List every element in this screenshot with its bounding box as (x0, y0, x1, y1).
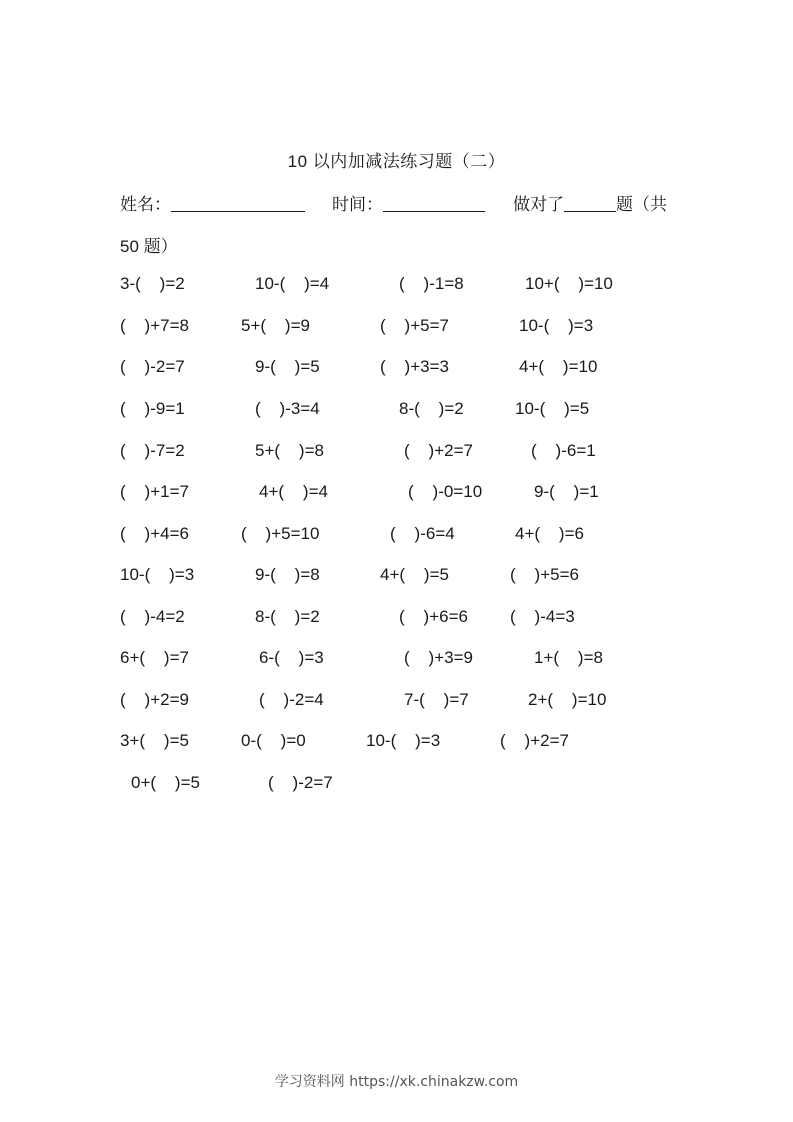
problem-row (0, 690, 793, 714)
problem-item: 10-( )=3 (366, 731, 441, 750)
problem-item: ( )-4=3 (510, 607, 575, 626)
problem-item: 7-( )=7 (404, 690, 469, 709)
problem-item: 9-( )=5 (255, 357, 320, 376)
problem-item: ( )+2=9 (120, 690, 189, 709)
problem-item: ( )+2=7 (500, 731, 569, 750)
problem-item: ( )+5=7 (380, 316, 449, 335)
problem-item: ( )-2=7 (120, 357, 185, 376)
problem-item: 9-( )=1 (534, 482, 599, 501)
problem-item: ( )-3=4 (255, 399, 320, 418)
score-field (513, 190, 667, 215)
time-label: 时间： (332, 195, 383, 214)
problem-item: 4+( )=6 (515, 524, 584, 543)
problem-item: 10-( )=5 (515, 399, 590, 418)
correct-blank[interactable] (564, 194, 616, 212)
problem-row (0, 316, 793, 340)
time-field (332, 190, 485, 215)
problem-item: 6+( )=7 (120, 648, 189, 667)
problem-item: 2+( )=10 (528, 690, 607, 709)
correct-suffix: 题（共 (616, 195, 667, 214)
problem-row (0, 648, 793, 672)
problem-item: ( )-2=4 (259, 690, 324, 709)
problem-row (0, 357, 793, 381)
problem-item: ( )-6=4 (390, 524, 455, 543)
problem-item: 5+( )=9 (241, 316, 310, 335)
problem-item: 4+( )=4 (259, 482, 328, 501)
problem-item: 5+( )=8 (255, 441, 324, 460)
problem-row (0, 274, 793, 298)
problem-item: 1+( )=8 (534, 648, 603, 667)
problem-item: ( )-2=7 (268, 773, 333, 792)
problem-row (0, 441, 793, 465)
problem-item: ( )-7=2 (120, 441, 185, 460)
problem-item: 8-( )=2 (255, 607, 320, 626)
problem-row (0, 482, 793, 506)
footer-watermark: 学习资料网 https://xk.chinakzw.com (274, 1074, 519, 1090)
problem-item: ( )+3=3 (380, 357, 449, 376)
problem-item: ( )+4=6 (120, 524, 189, 543)
problem-row (0, 731, 793, 755)
problem-row (0, 524, 793, 548)
problem-item: 3+( )=5 (120, 731, 189, 750)
problem-item: 6-( )=3 (259, 648, 324, 667)
problem-item: ( )-0=10 (408, 482, 483, 501)
problem-item: ( )-4=2 (120, 607, 185, 626)
name-label: 姓名： (120, 195, 171, 214)
problem-item: ( )+6=6 (399, 607, 468, 626)
problem-item: ( )+5=10 (241, 524, 320, 543)
problem-row (0, 565, 793, 589)
problem-item: ( )+5=6 (510, 565, 579, 584)
name-blank[interactable] (171, 194, 305, 212)
problem-row (0, 773, 793, 797)
time-blank[interactable] (383, 194, 485, 212)
problem-item: ( )+1=7 (120, 482, 189, 501)
problem-item: 0-( )=0 (241, 731, 306, 750)
problem-item: 4+( )=10 (519, 357, 598, 376)
name-field (120, 190, 305, 215)
page-title: 10 以内加减法练习题（二） (287, 152, 506, 171)
problem-item: 10-( )=4 (255, 274, 330, 293)
problem-item: ( )-1=8 (399, 274, 464, 293)
problem-item: 0+( )=5 (131, 773, 200, 792)
problem-item: 10-( )=3 (519, 316, 594, 335)
problem-item: ( )-9=1 (120, 399, 185, 418)
problem-item: 10+( )=10 (525, 274, 613, 293)
problem-item: 8-( )=2 (399, 399, 464, 418)
problem-item: ( )+7=8 (120, 316, 189, 335)
problem-row (0, 399, 793, 423)
problem-item: ( )-6=1 (531, 441, 596, 460)
problem-item: ( )+3=9 (404, 648, 473, 667)
problem-item: 4+( )=5 (380, 565, 449, 584)
problem-item: 9-( )=8 (255, 565, 320, 584)
problem-item: 3-( )=2 (120, 274, 185, 293)
problem-item: 10-( )=3 (120, 565, 195, 584)
total-count: 50 题） (120, 237, 178, 256)
problem-item: ( )+2=7 (404, 441, 473, 460)
problem-row (0, 607, 793, 631)
correct-label: 做对了 (513, 195, 564, 214)
